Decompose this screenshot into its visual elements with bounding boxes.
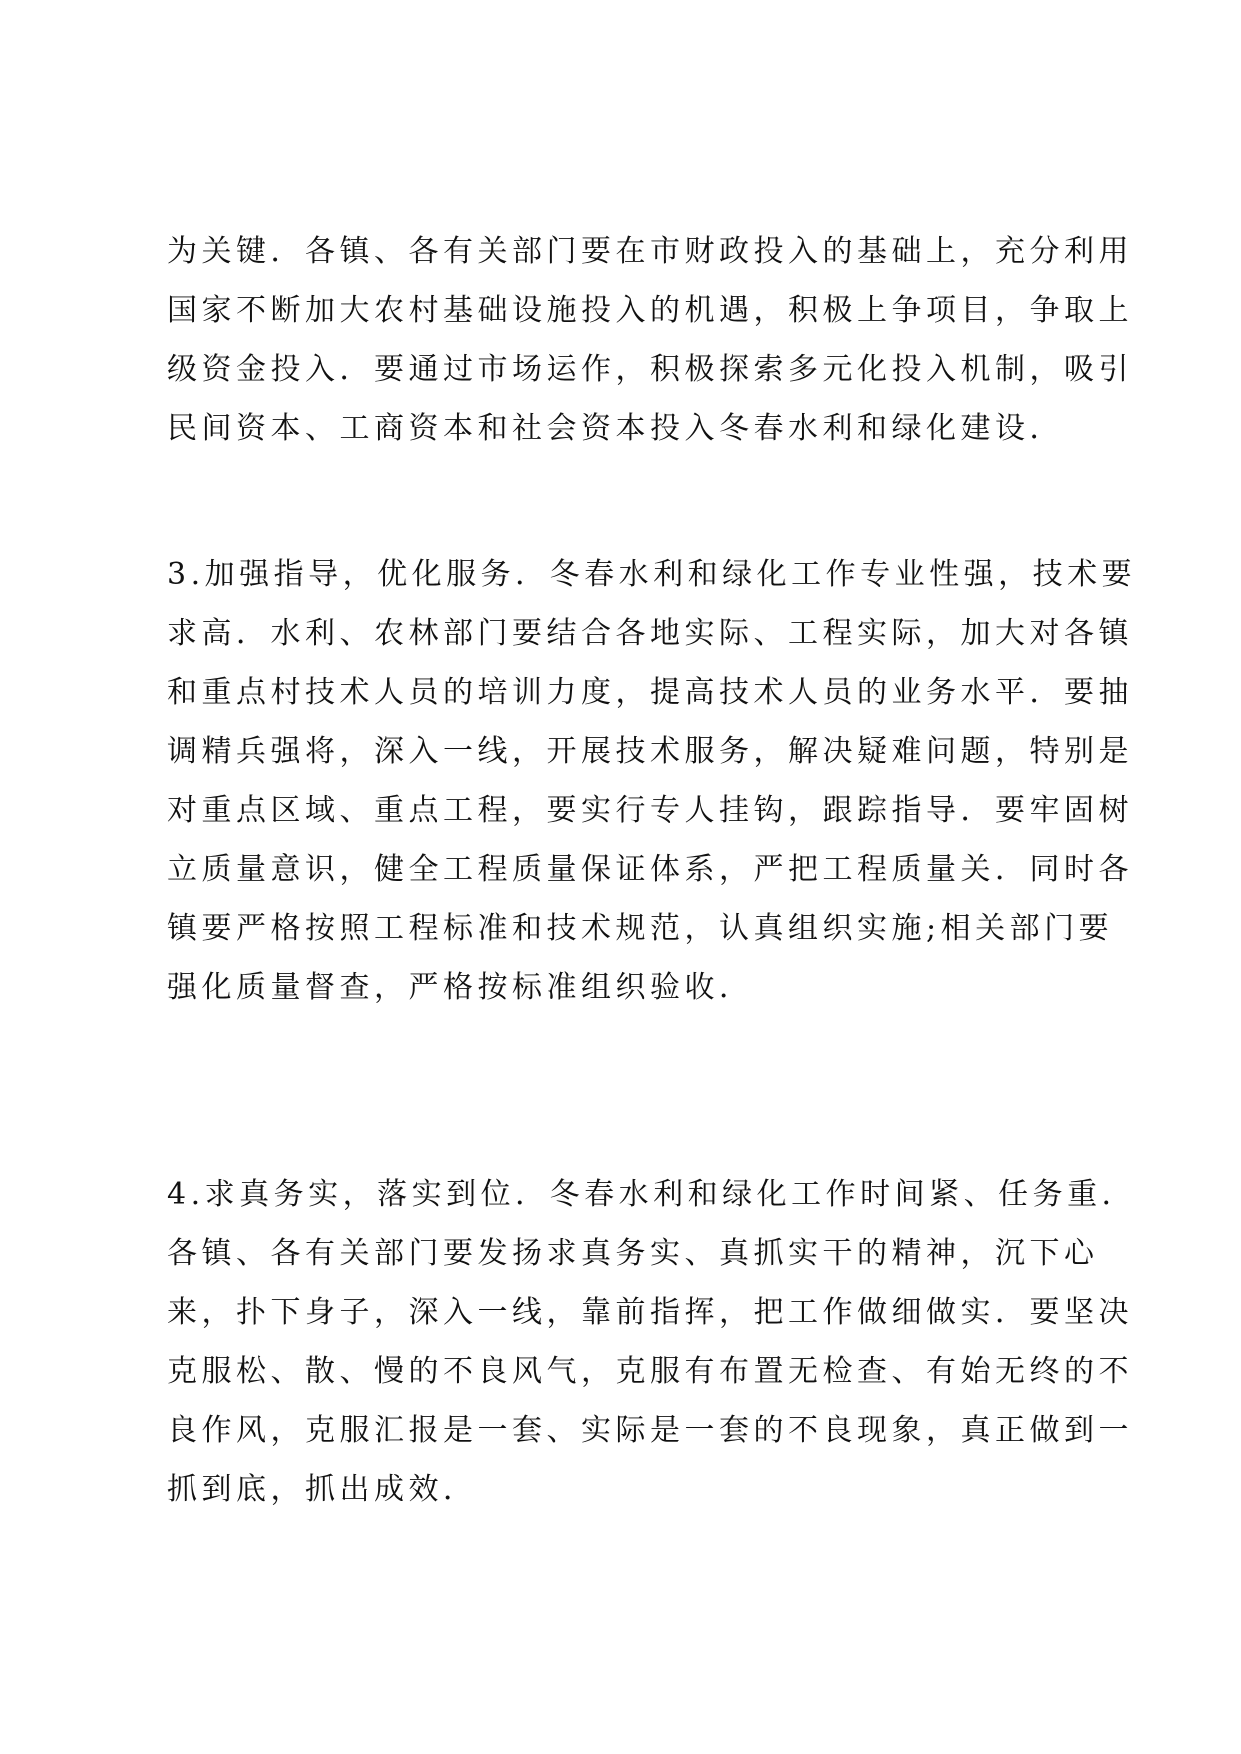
text-line: 为关键．各镇、各有关部门要在市财政投入的基础上，充分利用 [167,234,1133,269]
text-line: 强化质量督查，严格按标准组织验收． [167,970,754,1005]
text-line: 立质量意识，健全工程质量保证体系，严把工程质量关．同时各 [167,852,1133,887]
text-line: 来，扑下身子，深入一线，靠前指挥，把工作做细做实．要坚决 [167,1295,1133,1330]
text-line: 调精兵强将，深入一线，开展技术服务，解决疑难问题，特别是 [167,734,1133,769]
text-line: 对重点区域、重点工程，要实行专人挂钩，跟踪指导．要牢固树 [167,793,1133,828]
text-line: 3.加强指导，优化服务．冬春水利和绿化工作专业性强，技术要 [167,557,1137,592]
text-line: 级资金投入．要通过市场运作，积极探索多元化投入机制，吸引 [167,352,1133,387]
paragraph-funding [167,222,1133,458]
text-line: 克服松、散、慢的不良风气，克服有布置无检查、有始无终的不 [167,1354,1133,1389]
text-line: 各镇、各有关部门要发扬求真务实、真抓实干的精神，沉下心 [167,1236,1099,1271]
text-line: 良作风，克服汇报是一套、实际是一套的不良现象，真正做到一 [167,1413,1133,1448]
text-line: 求高．水利、农林部门要结合各地实际、工程实际，加大对各镇 [167,616,1133,651]
text-line: 国家不断加大农村基础设施投入的机遇，积极上争项目，争取上 [167,293,1133,328]
text-line: 和重点村技术人员的培训力度，提高技术人员的业务水平．要抽 [167,675,1133,710]
text-line: 民间资本、工商资本和社会资本投入冬春水利和绿化建设． [167,411,1064,446]
text-line: 抓到底，抓出成效． [167,1472,478,1507]
text-line: 镇要严格按照工程标准和技术规范，认真组织实施;相关部门要 [167,911,1114,946]
text-line: 4.求真务实，落实到位．冬春水利和绿化工作时间紧、任务重． [167,1177,1137,1212]
paragraph-guidance [167,545,1137,1017]
paragraph-implementation [167,1165,1137,1519]
